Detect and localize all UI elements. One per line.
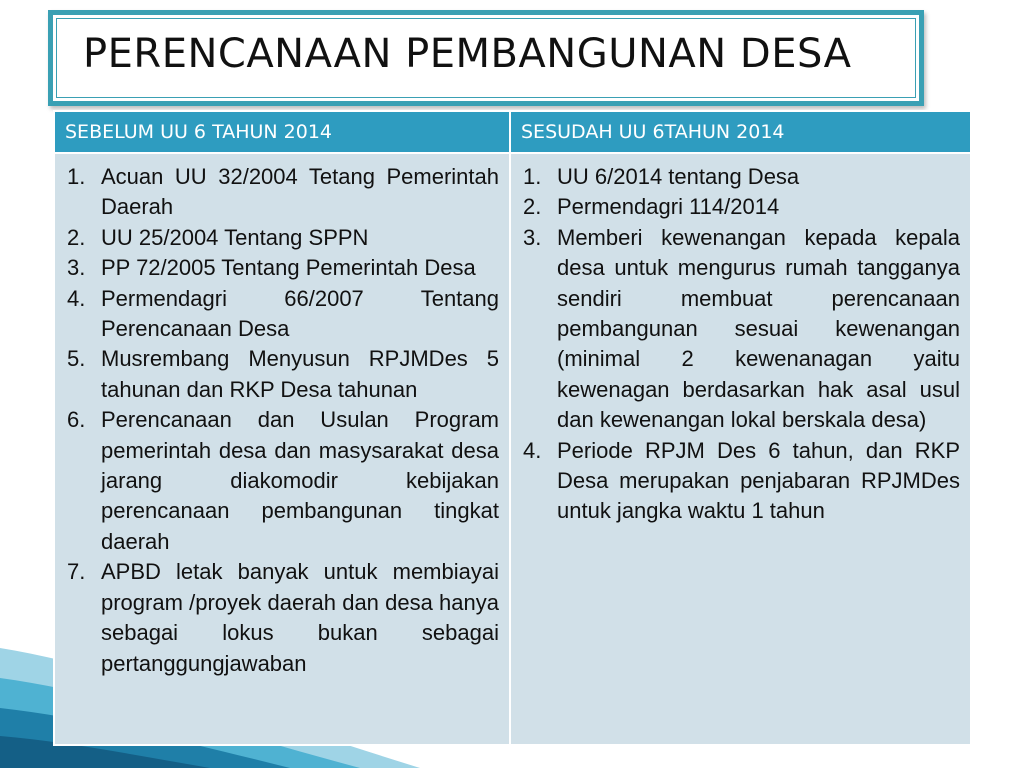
header-after: SESUDAH UU 6TAHUN 2014	[510, 111, 971, 153]
table-header-row	[54, 111, 971, 153]
list-item: PP 72/2005 Tentang Pemerintah Desa	[101, 255, 476, 281]
list-item: Periode RPJM Des 6 tahun, dan RKP Desa merupakan penjabaran RPJMDes untuk jangka waktu 1 tahun	[557, 437, 960, 524]
list-item: Memberi kewenangan kepada kepala desa untuk mengurus rumah tangganya sendiri membuat perencanaan pembangunan sesuai kewenangan (minimal 2 kewenanagan yaitu kewenagan berdasarkan hak asal usul dan kewenangan lokal berskala desa)	[557, 224, 960, 433]
list-item: APBD letak banyak untuk membiayai program /proyek daerah dan desa hanya sebagai lokus bukan sebagai pertanggungjawaban	[101, 559, 499, 676]
page-title: PERENCANAAN PEMBANGUNAN DESA	[83, 31, 852, 77]
table-row	[54, 153, 971, 745]
list-item: UU 25/2004 Tentang SPPN	[101, 224, 369, 250]
cell-before	[54, 153, 510, 745]
title-box	[48, 10, 924, 106]
list-before	[63, 162, 499, 679]
cell-after	[510, 153, 971, 745]
list-item: UU 6/2014 tentang Desa	[557, 164, 800, 189]
list-item: Permendagri 114/2014	[557, 194, 780, 220]
list-item: Permendagri 66/2007 Tentang Perencanaan Desa	[101, 285, 499, 342]
list-item: Acuan UU 32/2004 Tetang Pemerintah Daerah	[101, 164, 499, 220]
list-after	[519, 162, 960, 527]
header-before: SEBELUM UU 6 TAHUN 2014	[54, 111, 510, 153]
list-item: Musrembang Menyusun RPJMDes 5 tahunan dan RKP Desa tahunan	[101, 346, 499, 402]
list-item: Perencanaan dan Usulan Program pemerintah desa dan masysarakat desa jarang diakomodir kebijakan perencanaan pembangunan tingkat daerah	[101, 407, 499, 554]
comparison-table	[53, 110, 972, 746]
